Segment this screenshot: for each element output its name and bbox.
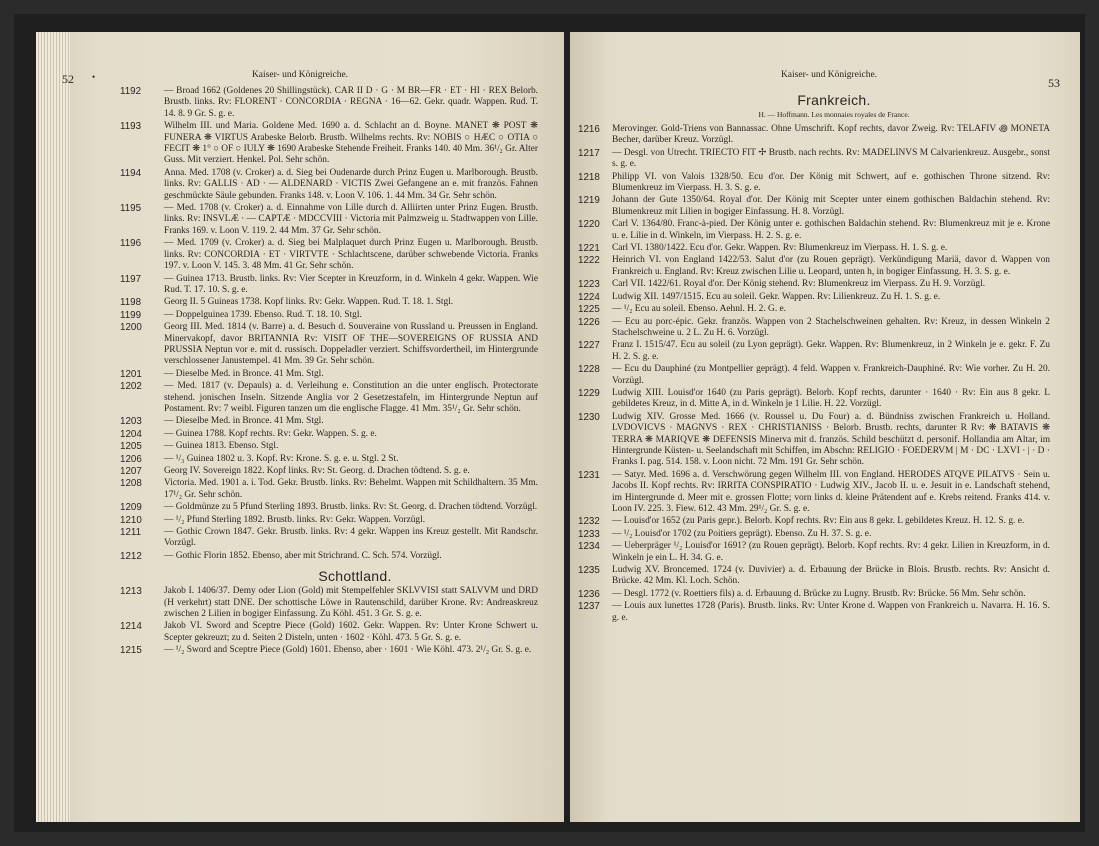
entry-number: 1230 [578,411,600,423]
entry-text: Georg III. Med. 1814 (v. Barre) a. d. Besuch d. Souveraine von Russland u. Preussen in England. Minervakopf, davor BRITANNIA Rv: VISIT OF THE—SOVEREIGNS OF RUSSIA AND PRUSSIA Neptun vor e. mit d. russisch. Doppeladler verziert. Schiffsvordertheil, im Hintergrunde verschlossener Janustempel. 41 Mm. 39 Gr. Sehr schön. [164,322,538,367]
entry-text: — ¹/₃ Guinea 1802 u. 3. Kopf. Rv: Krone. S. g. e. u. Stgl. 2 St. [164,453,399,464]
running-head [62,70,538,86]
catalog-entry [120,297,538,309]
entry-number: 1211 [120,527,142,539]
entry-text: — Desgl. 1772 (v. Roettiers fils) a. d. Erbauung d. Brücke zu Lugny. Brustb. Rv: Brücke. 56 Mm. Sehr schön. [612,588,1026,599]
page-mark: • [92,72,96,82]
catalog-entry [120,238,538,272]
entry-text: — Med. 1817 (v. Depauls) a. d. Verleihung e. Constitution an die unter englisch. Protectorate stehend. jonischen Inseln. Sitzende Anglia vor 2 Gesetzestafeln, im Hintergrunde Neptun auf Postament. Rv: 7 weibl. Figuren tanzen um die englische Flagge. 41 Mm. 35¹/₂ Gr. Sehr schön. [164,381,538,414]
catalog-entry [578,565,1050,588]
catalog-entry [578,340,1050,363]
entry-number: 1235 [578,565,600,577]
page-number: 53 [1048,76,1060,90]
entry-number: 1217 [578,147,600,159]
book-spread [14,14,1085,832]
catalog-entry [120,621,538,644]
catalog-entry [120,466,538,477]
catalog-entry [120,322,538,368]
entry-text: — Guinea 1788. Kopf rechts. Rv: Gekr. Wappen. S. g. e. [164,428,377,439]
entry-number: 1215 [120,645,142,657]
entry-list [120,586,538,657]
catalog-entry [578,148,1050,171]
catalog-entry [120,527,538,550]
entry-number: 1205 [120,441,142,453]
entry-text: — Guinea 1713. Brustb. links. Rv: Vier Scepter in Kreuzform, in d. Winkeln 4 gekr. Wappen. Wie Rud. T. 17. 10. S. g. e. [164,273,538,295]
page-edge [36,32,70,822]
entry-text: Anna. Med. 1708 (v. Croker) a. d. Sieg bei Oudenarde durch Prinz Eugen u. Marlborough. Brustb. links. Rv: GALLIS · AD · — ALDENARD · VICTIS Zwei Gefangene an e. mit französ. Fahnen geschmückte Säule gebunden. Franks 148. v. Loon V. 106. 1. 44 Mm. 34 Gr. Sehr schön. [164,167,538,201]
entry-text: — Goldmünze zu 5 Pfund Sterling 1893. Brustb. links. Rv: St. Georg. d. Drachen tödtend. Vorzügl. [164,502,538,513]
catalog-entry [120,368,538,380]
section-subtitle: H. — Hoffmann. Les monnaies royales de France. [758,110,910,119]
entry-number: 1197 [120,273,142,285]
catalog-entry [578,364,1050,387]
catalog-entry [578,317,1050,340]
entry-number: 1216 [578,124,600,135]
entry-text: Ludwig XV. Broncemed. 1724 (v. Duvivier) a. d. Erbauung der Brücke in Blois. Brustb. rechts. Rv: Ansicht d. Brücke. 42 Mm. Kl. Loch. Schön. [612,565,1050,587]
catalog-entry [120,441,538,453]
entry-text: Carl VI. 1380/1422. Ecu d'or. Gekr. Wappen. Rv: Blumenkreuz im Vierpass. H. 1. S. g. e. [612,243,948,254]
entry-text: — Med. 1708 (v. Croker) a. d. Einnahme von Lille durch d. Alliirten unter Prinz Eugen. Brustb. links. Rv: INSVLÆ · — CAPTÆ · MDCCVIII · Victoria mit Palmzweig u. Stadtwappen von Lille. Franks 169. v. Loon V. 119. 2. 44 Mm. 37 Gr. Sehr schön. [164,203,538,236]
catalog-entry [120,381,538,415]
catalog-entry [578,516,1050,527]
entry-text: — Dieselbe Med. in Bronce. 41 Mm. Stgl. [164,416,324,427]
entry-text: — ¹/₂ Pfund Sterling 1892. Brustb. links. Rv: Gekr. Wappen. Vorzügl. [164,514,426,525]
entry-number: 1209 [120,502,142,514]
entry-text: — Guinea 1813. Ebenso. Stgl. [164,441,279,452]
entry-number: 1228 [578,364,600,376]
catalog-entry [578,255,1050,278]
right-page [570,32,1080,822]
entry-text: — ¹/₂ Ecu au soleil. Ebenso. Aehnl. H. 2. G. e. [612,304,787,315]
entry-text: — Med. 1709 (v. Croker) a. d. Sieg bei Malplaquet durch Prinz Eugen u. Marlborough. Brustb. links. Rv: CONCORDIA · ET · VIRTVTE · Schlachtscene, darüber schwebende Victoria. Franks 197. v. Loon V. 145. 3. 48 Mm. 41 Gr. Sehr schön. [164,238,538,272]
entry-number: 1193 [120,121,142,133]
running-head-text: Kaiser- und Königreiche. [251,70,349,80]
catalog-entry [120,586,538,620]
entry-number: 1202 [120,381,142,393]
entry-list [120,86,538,562]
entry-number: 1223 [578,279,600,291]
catalog-entry [120,645,538,657]
entry-text: — ¹/₂ Sword and Sceptre Piece (Gold) 1601. Ebenso, aber · 1601 · Wie Köhl. 473. 2¹/₂ Gr. S. g. e. [164,645,532,656]
entry-number: 1229 [578,387,600,399]
running-head-text: Kaiser- und Königreiche. [780,70,878,80]
catalog-entry [578,219,1050,242]
catalog-entry [578,279,1050,290]
catalog-entry [578,470,1050,516]
catalog-entry [120,203,538,237]
entry-number: 1234 [578,541,600,553]
entry-number: 1208 [120,478,142,490]
entry-text: — Dieselbe Med. in Bronce. 41 Mm. Stgl. [164,368,324,379]
catalog-entry [120,428,538,440]
catalog-entry [578,172,1050,195]
section-title: Schottland. [318,568,392,585]
entry-text: — Louis aux lunettes 1728 (Paris). Brustb. links. Rv: Unter Krone d. Wappen von Frankreich u. Navarra. H. 16. S. g. e. [612,601,1050,623]
catalog-entry [578,388,1050,411]
catalog-entry [120,273,538,297]
running-head [608,70,1060,90]
entry-text: Ludwig XIII. Louisd'or 1640 (zu Paris geprägt). Belorb. Kopf rechts, darunter · 1640 · Rv: Ein aus 8 gekr. L gebildetes Kreuz, in d. Mitte A, in d. Winkeln je 1 Lilie. H. 22. Vorzügl. [612,387,1050,410]
entry-number: 1231 [578,469,600,481]
entry-text: — ¹/₂ Louisd'or 1702 (zu Poitiers geprägt). Ebenso. Zu H. 37. S. g. e. [612,528,872,539]
section-title: Frankreich. [797,92,871,108]
catalog-entry [120,121,538,167]
entry-number: 1224 [578,291,600,303]
entry-number: 1233 [578,528,600,540]
entry-number: 1213 [120,586,142,598]
entry-text: Wilhelm III. und Maria. Goldene Med. 1690 a. d. Schlacht an d. Boyne. MANET ❋ POST ❋ FUNERA ❋ VIRTUS Arabeske Belorb. Brustb. Wilhelms rechts. Rv: NOBIS ○ HÆC ○ OTIA ○ FECIT ❋ 1° ○ OF ○ IULY ❋ 1690 Arabeske Stehende Freiheit. Franks 140. 40 Mm. 36¹/₂ Gr. Alter Guss. Mit verziert. Henkel. Pol. Sehr schön. [164,121,538,166]
catalog-entry [120,416,538,428]
catalog-entry [578,292,1050,303]
entry-number: 1210 [120,514,142,526]
entry-number: 1225 [578,304,600,316]
entry-number: 1219 [578,195,600,207]
left-page [36,32,564,822]
entry-text: Merovinger. Gold-Triens von Bannassac. Ohne Umschrift. Kopf rechts, davor Zweig. Rv: TELAFIV ꩜ MONETA Becher, darüber Kreuz. Vorzügl. [612,124,1050,146]
entry-number: 1203 [120,416,142,428]
entry-text: Franz I. 1515/47. Ecu au soleil (zu Lyon geprägt). Gekr. Wappen. Rv: Blumenkreuz, in 2 Winkeln je e. gekr. F. Zu H. 2. S. g. e. [612,340,1050,362]
entry-number: 1226 [578,316,600,328]
entry-number: 1221 [578,243,600,255]
entry-text: Philipp VI. von Valois 1328/50. Ecu d'or. Der König mit Schwert, auf e. gothischen Throne sitzend. Rv: Blumenkreuz im Vierpass. H. 3. S. g. e. [612,171,1050,194]
entry-number: 1237 [578,601,600,613]
entry-text: Victoria. Med. 1901 a. i. Tod. Gekr. Brustb. links. Rv: Behelmt. Wappen mit Schildhaltern. 35 Mm. 17¹/₂ Gr. Sehr schön. [164,478,538,500]
entry-number: 1200 [120,322,142,334]
entry-text: Heinrich VI. von England 1422/53. Salut d'or (zu Rouen geprägt). Verkündigung Mariä, davor d. Wappen von Frankreich u. England. Rv: Kreuz zwischen Lilie u. Leopard, unten h, in bogiger Einfassung. H. 3. S. g. e. [612,255,1050,277]
entry-list [578,124,1050,624]
entry-number: 1192 [120,86,142,97]
entry-number: 1204 [120,428,142,440]
entry-number: 1196 [120,238,142,250]
catalog-entry [578,243,1050,254]
entry-text: — Satyr. Med. 1696 a. d. Verschwörung gegen Wilhelm III. von England. HERODES ATQVE PILATVS · Sein u. Jacobs II. Kopf rechts. Rv: IRRITA CONSPIRATIO · Ludwig XIV., Jacob II. u. e. Jesuit in e. Landschaft stehend, im Hintergrunde d. Meer mit e. grossen Flotte; vorn links d. kleine Prätendent auf e. Krebs reitend. Franks 414. v. Loon IV. 225. 3. Fiew. 612. 43 Mm. 29¹/₂ Gr. S. g. e. [612,469,1050,514]
entry-number: 1194 [120,167,142,179]
entry-number: 1227 [578,340,600,352]
catalog-entry [578,529,1050,540]
entry-number: 1222 [578,255,600,267]
entry-number: 1212 [120,550,142,562]
catalog-entry [120,167,538,202]
entry-number: 1232 [578,516,600,528]
entry-number: 1218 [578,171,600,183]
entry-text: Jakob I. 1406/37. Demy oder Lion (Gold) mit Stempelfehler SKLVVISI statt SALVVM und DRD (H verkehrt) statt DNE. Der schottische Löwe in Rautenschild, darüber Krone. Rv: Andreaskreuz zwischen 2 Lilien in bogiger Einfassung. Zu Köhl. 451. 3 Gr. S. g. e. [164,586,538,620]
entry-number: 1198 [120,297,142,309]
catalog-entry [120,478,538,501]
catalog-entry [120,309,538,321]
entry-number: 1199 [120,309,142,321]
catalog-entry [578,601,1050,624]
catalog-entry [578,195,1050,218]
entry-text: Jakob VI. Sword and Sceptre Piece (Gold) 1602. Gekr. Wappen. Rv: Unter Krone Schwert u. Scepter gekreuzt; zu d. Seiten 2 Disteln, unten · 1602 · Köhl. 473. 5 Gr. S. g. e. [164,621,538,643]
catalog-entry [578,412,1050,469]
catalog-entry [120,86,538,120]
entry-text: Georg IV. Sovereign 1822. Kopf links. Rv: St. Georg. d. Drachen tödtend. S. g. e. [164,466,470,476]
entry-text: — Broad 1662 (Goldenes 20 Shillingstück). CAR II D · G · M BR—FR · ET · HI · REX Belorb. Brustb. links. Rv: FLORENT · CONCORDIA · REGNA · 16—62. Gekr. quadr. Wappen. Rud. T. 14. 8. 9 Gr. S. g. e. [164,86,538,119]
entry-text: Ludwig XIV. Grosse Med. 1666 (v. Roussel u. Du Four) a. d. Bündniss zwischen Frankreich u. Holland. LVDOVICVS · MAGNVS · REX · CHRISTIANISS · Belorb. Brustb. rechts, darunter R Rv: ❋ BATAVIS ❋ TERRA ❋ MARIQVE ❋ DEFENSIS Minerva mit d. französ. Schild beschützt d. personif. Hollandia am Altar, im Hintergrunde Küsten- u. Seelandschaft mit Schiffen, im Abschn: RELIGIO · FOEDERVM | M · DC · LXVI · | · D · Franks I. pag. 514. 158. v. Loon nicht. 72 Mm. 191 Gr. Sehr schön. [612,411,1050,468]
entry-text: Johann der Gute 1350/64. Royal d'or. Der König mit Scepter unter einem gothischen Baldachin stehend. Rv: Blumenkreuz mit Lilien in bogiger Einfassung. H. 8. Vorzügl. [612,195,1050,217]
entry-text: — Ecu au porc-épic. Gekr. französ. Wappen von 2 Stachelschweinen gehalten. Rv: Kreuz, in dessen Winkeln 2 Stachelschweine u. 2 L. Zu H. 6. Vorzügl. [612,316,1050,338]
entry-text: — Gothic Crown 1847. Gekr. Brustb. links. Rv: 4 gekr. Wappen ins Kreuz gestellt. Mit Randschr. Vorzügl. [164,527,538,549]
entry-number: 1236 [578,588,600,600]
catalog-entry [578,124,1050,147]
entry-number: 1206 [120,453,142,465]
entry-text: — Ueberpräger ¹/₂ Louisd'or 1691? (zu Rouen geprägt). Belorb. Kopf rechts. Rv: 4 gekr. Lilien in Kreuzform, in d. Winkeln je ein L. H. 34. G. e. [612,541,1050,563]
entry-text: — Louisd'or 1652 (zu Paris gepr.). Belorb. Kopf rechts. Rv: Ein aus 8 gekr. L gebildetes Kreuz. H. 12. S. g. e. [612,516,1025,527]
entry-text: Carl VII. 1422/61. Royal d'or. Der König stehend. Rv: Blumenkreuz im Vierpass. Zu H. 9. Vorzügl. [612,279,986,290]
entry-text: — Gothic Florin 1852. Ebenso, aber mit Strichrand. C. Sch. 574. Vorzügl. [164,550,442,561]
catalog-entry [120,453,538,465]
entry-number: 1201 [120,368,142,380]
entry-text: Ludwig XII. 1497/1515. Ecu au soleil. Gekr. Wappen. Rv: Lilienkreuz. Zu H. 1. S. g. e. [612,291,941,302]
entry-number: 1220 [578,219,600,231]
catalog-entry [578,304,1050,315]
entry-number: 1207 [120,466,142,477]
catalog-entry [120,502,538,514]
entry-text: — Doppelguinea 1739. Ebenso. Rud. T. 18. 10. Stgl. [164,309,362,320]
entry-text: — Ecu du Dauphiné (zu Montpellier geprägt). 4 feld. Wappen v. Frankreich-Dauphiné. Rv: Wie vorher. Zu H. 20. Vorzügl. [612,364,1050,386]
catalog-entry [578,589,1050,600]
entry-text: Carl V. 1364/80. Franc-à-pied. Der König unter e. gothischen Baldachin stehend. Rv: Blumenkreuz mit je e. Krone u. e. Lilie in d. Winkeln, im Vierpass. H. 2. S. g. e. [612,219,1050,241]
entry-number: 1195 [120,203,142,215]
catalog-entry [120,550,538,562]
entry-number: 1214 [120,621,142,633]
page-number: 52 [62,72,74,86]
catalog-entry [578,541,1050,564]
entry-text: — Desgl. von Utrecht. TRIECTO FIT ✢ Brustb. nach rechts. Rv: MADELINVS M Calvarienkreuz. Ausgebr., sonst s. g. e. [612,147,1050,170]
catalog-entry [120,514,538,526]
entry-text: Georg II. 5 Guineas 1738. Kopf links. Rv: Gekr. Wappen. Rud. T. 18. 1. Stgl. [164,297,454,308]
